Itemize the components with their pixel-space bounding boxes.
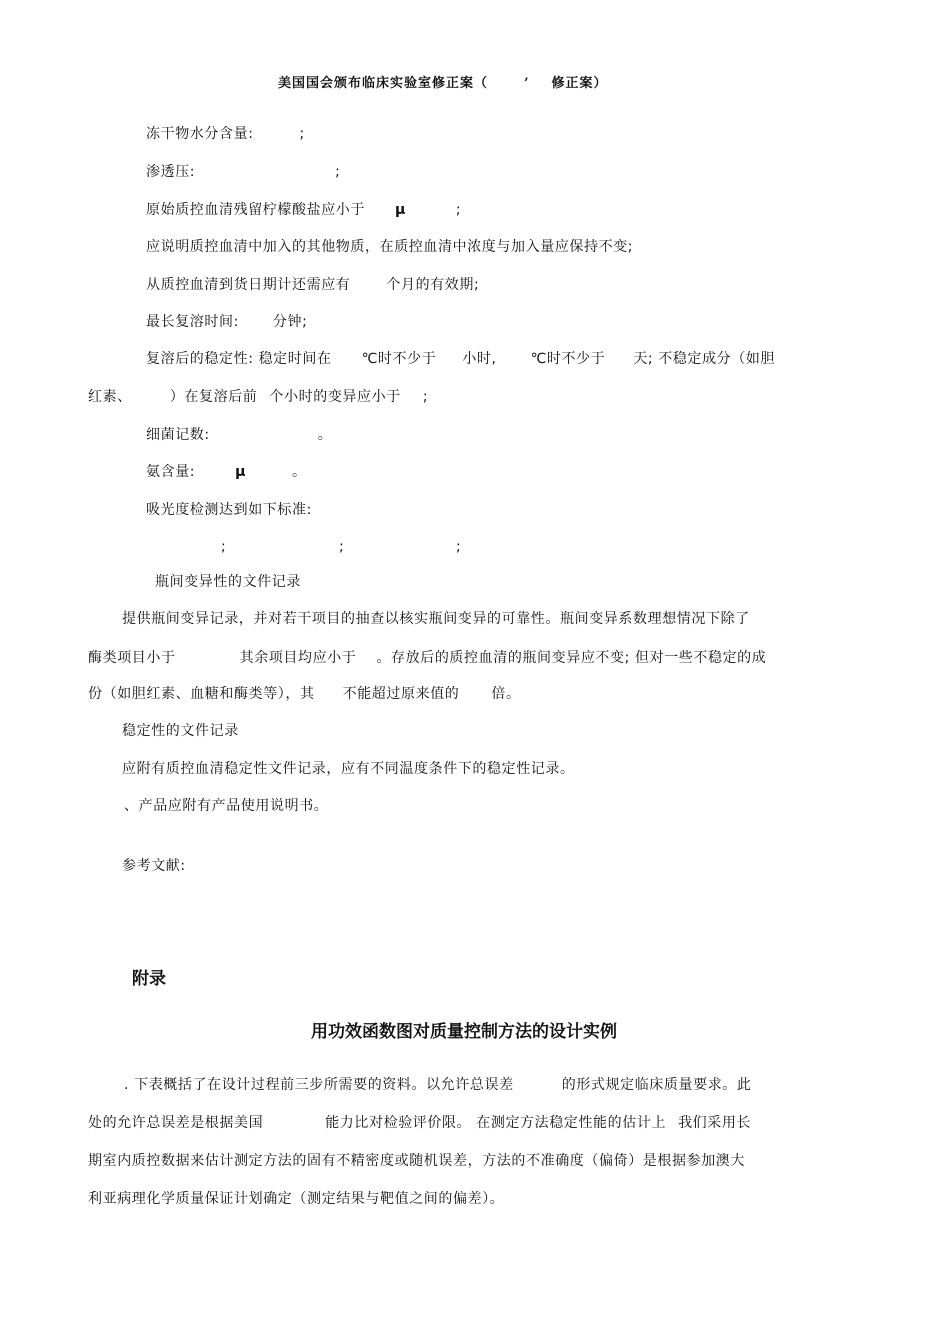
paragraph-line: 期室内质控数据来估计测定方法的固有不精密度或随机误差，方法的不准确度（偏倚）是根据参加澳大 xyxy=(88,1153,745,1169)
appendix-label: 附录 xyxy=(132,969,166,989)
list-item: 复溶后的稳定性: 稳定时间在 ℃时不少于 小时, ℃时不少于 天; 不稳定成分（如胆 xyxy=(146,351,776,367)
header-title-end: 修正案） xyxy=(551,76,608,91)
paragraph-line: 酶类项目小于 其余项目均应小于 。存放后的质控血清的瓶间变异应不变; 但对一些不稳定的成 xyxy=(88,650,767,666)
list-item-continuation: 红素、 ）在复溶后前 个小时的变异应小于 ; xyxy=(88,389,429,405)
absorbance-separator: ; xyxy=(339,539,345,555)
list-item: 应说明质控血清中加入的其他物质，在质控血清中浓度与加入量应保持不变; xyxy=(146,239,634,255)
paragraph-line: 利亚病理化学质量保证计划确定（测定结果与靶值之间的偏差）。 xyxy=(88,1191,505,1207)
references-label: 参考文献: xyxy=(122,858,186,874)
paragraph-line: 应附有质控血清稳定性文件记录，应有不同温度条件下的稳定性记录。 xyxy=(122,761,575,777)
list-item: 吸光度检测达到如下标准: xyxy=(146,502,312,518)
section-heading: 稳定性的文件记录 xyxy=(122,723,239,739)
header-apostrophe: ’ xyxy=(524,76,530,91)
absorbance-separator: ; xyxy=(221,539,227,555)
appendix-title: 用功效函数图对质量控制方法的设计实例 xyxy=(311,1022,617,1042)
list-item: 从质控血清到货日期计还需应有 个月的有效期; xyxy=(146,277,480,293)
list-item: 氨含量: μ 。 xyxy=(146,464,307,480)
list-item: 冻干物水分含量: ; xyxy=(146,126,305,142)
document-header xyxy=(278,72,608,91)
paragraph-line: 提供瓶间变异记录，并对若干项目的抽查以核实瓶间变异的可靠性。瓶间变异系数理想情况下除了 xyxy=(122,611,750,627)
list-item: 细菌记数: 。 xyxy=(146,427,333,443)
header-title: 美国国会颁布临床实验室修正案（ xyxy=(278,76,489,91)
section-heading: 瓶间变异性的文件记录 xyxy=(155,574,301,590)
paragraph-line: 、产品应附有产品使用说明书。 xyxy=(124,798,329,814)
paragraph-line: . 下表概括了在设计过程前三步所需要的资料。以允许总误差 的形式规定临床质量要求。此 xyxy=(124,1077,752,1093)
paragraph-line: 处的允许总误差是根据美国 能力比对检验评价限。 在测定方法稳定性能的估计上 我们采用长 xyxy=(88,1115,752,1131)
list-item: 最长复溶时间: 分钟; xyxy=(146,314,308,330)
list-item: 渗透压: ; xyxy=(146,164,341,180)
absorbance-separator: ; xyxy=(456,539,462,555)
paragraph-line: 份（如胆红素、血糖和酶类等），其 不能超过原来值的 倍。 xyxy=(88,686,521,702)
list-item: 原始质控血清残留柠檬酸盐应小于 μ ; xyxy=(146,202,462,218)
